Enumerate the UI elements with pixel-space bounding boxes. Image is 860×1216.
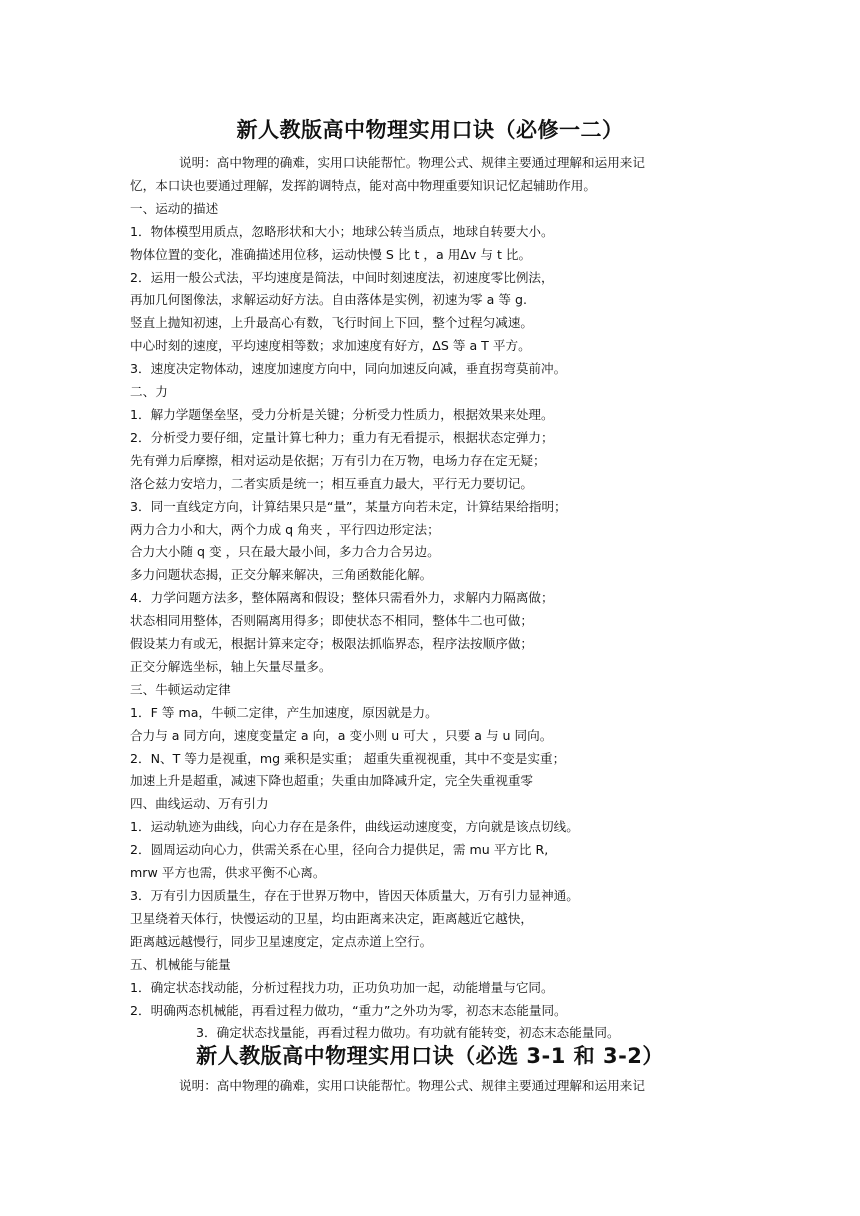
verse-lines (130, 198, 735, 1023)
verse-line: 加速上升是超重，减速下降也超重；失重由加降减升定，完全失重视重零 (130, 773, 533, 789)
intro-paragraph-line: 忆，本口诀也要通过理解，发挥韵调特点，能对高中物理重要知识记忆起辅助作用。 (130, 177, 596, 193)
verse-line: 1．运动轨迹为曲线，向心力存在是条件，曲线运动速度变，方向就是该点切线。 (130, 819, 579, 835)
verse-line: 2．圆周运动向心力，供需关系在心里，径向合力提供足，需 mu 平方比 R, (130, 842, 549, 858)
verse-line: 五、机械能与能量 (130, 956, 231, 972)
second-document-title: 新人教版高中物理实用口诀（必选 3-1 和 3-2） (196, 1044, 664, 1068)
verse-line: 合力与 a 同方向，速度变量定 a 向，a 变小则 u 可大 ，只要 a 与 u 同向。 (130, 727, 553, 743)
verse-line: 洛仑兹力安培力，二者实质是统一；相互垂直力最大，平行无力要切记。 (130, 475, 533, 491)
verse-line: 竖直上抛知初速，上升最高心有数，飞行时间上下回，整个过程匀减速。 (130, 315, 533, 331)
verse-line: 2．N、T 等力是视重，mg 乘积是实重； 超重失重视视重，其中不变是实重； (130, 750, 566, 766)
verse-line: 物体位置的变化，准确描述用位移，运动快慢 S 比 t ，a 用Δv 与 t 比。 (130, 246, 532, 262)
verse-line: 1．解力学题堡垒坚，受力分析是关键；分析受力性质力，根据效果来处理。 (130, 406, 554, 422)
verse-line: 3．同一直线定方向，计算结果只是“量”，某量方向若未定，计算结果给指明； (130, 498, 567, 514)
verse-line: 正交分解选坐标，轴上矢量尽量多。 (130, 658, 332, 674)
second-intro-line: 说明：高中物理的确难，实用口诀能帮忙。物理公式、规律主要通过理解和运用来记 (179, 1078, 645, 1093)
verse-line: 2．运用一般公式法，平均速度是简法，中间时刻速度法，初速度零比例法， (130, 269, 554, 285)
verse-line: 3．万有引力因质量生，存在于世界万物中，皆因天体质量大，万有引力显神通。 (130, 888, 579, 903)
verse-line: 假设某力有或无，根据计算来定夺；极限法抓临界态，程序法按顺序做； (130, 636, 533, 652)
document-body (130, 152, 735, 1045)
verse-line: 距离越远越慢行，同步卫星速度定，定点赤道上空行。 (130, 933, 433, 949)
verse-line: 合力大小随 q 变 ，只在最大最小间，多力合力合另边。 (130, 544, 440, 560)
verse-line-indented: 3．确定状态找量能，再看过程力做功。有功就有能转变，初态末态能量同。 (196, 1025, 620, 1041)
document-title: 新人教版高中物理实用口诀（必修一二） (236, 118, 624, 142)
verse-line: 4．力学问题方法多，整体隔离和假设；整体只需看外力，求解内力隔离做； (130, 590, 554, 606)
verse-line: 卫星绕着天体行，快慢运动的卫星，均由距离来决定，距离越近它越快， (130, 910, 533, 926)
verse-line: 多力问题状态揭，正交分解来解决，三角函数能化解。 (130, 567, 433, 583)
verse-line: 状态相同用整体，否则隔离用得多；即使状态不相同，整体牛二也可做； (130, 613, 533, 629)
verse-line: 1．F 等 ma，牛顿二定律，产生加速度，原因就是力。 (130, 704, 438, 720)
verse-line: 二、力 (130, 384, 168, 400)
verse-line: 中心时刻的速度，平均速度相等数；求加速度有好方，ΔS 等 a T 平方。 (130, 338, 531, 354)
verse-line: 1．物体模型用质点，忽略形状和大小；地球公转当质点，地球自转要大小。 (130, 223, 554, 239)
intro-paragraph-line: 说明：高中物理的确难，实用口诀能帮忙。物理公式、规律主要通过理解和运用来记 (179, 155, 645, 170)
verse-line: 三、牛顿运动定律 (130, 681, 231, 697)
verse-line: 3．速度决定物体动，速度加速度方向中，同向加速反向减，垂直拐弯莫前冲。 (130, 361, 567, 377)
verse-line: 先有弹力后摩擦，相对运动是依据；万有引力在万物，电场力存在定无疑； (130, 452, 546, 468)
verse-line: 2．明确两态机械能，再看过程力做功，“重力”之外功为零，初态末态能量同。 (130, 1002, 567, 1018)
verse-line: 1．确定状态找动能，分析过程找力功，正功负功加一起，动能增量与它同。 (130, 979, 554, 995)
verse-line: mrw 平方也需，供求平衡不心离。 (130, 865, 326, 881)
verse-line: 一、运动的描述 (130, 200, 219, 216)
verse-line: 2．分析受力要仔细，定量计算七种力；重力有无看提示，根据状态定弹力； (130, 429, 554, 445)
verse-line: 两力合力小和大，两个力成 q 角夹 ，平行四边形定法； (130, 521, 440, 537)
verse-line: 四、曲线运动、万有引力 (130, 796, 269, 812)
verse-line: 再加几何图像法，求解运动好方法。自由落体是实例，初速为零 a 等 g. (130, 292, 527, 308)
